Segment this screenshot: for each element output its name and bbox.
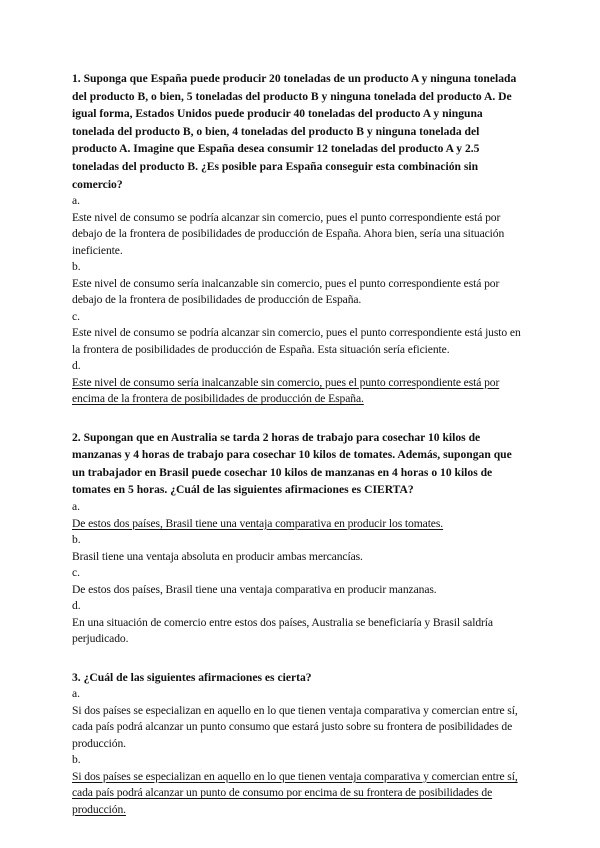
option-letter: d. bbox=[72, 599, 81, 613]
question-1-option-c bbox=[72, 309, 524, 359]
option-text: Si dos países se especializan en aquello en lo que tienen ventaja comparativa y comercian entre sí, cada país podrá alcanzar un punto consumo que estará justo sobre su frontera de posibilidades de producción. bbox=[72, 703, 518, 750]
option-text: Este nivel de consumo sería inalcanzable sin comercio, pues el punto correspondiente está por debajo de la frontera de posibilidades de producción de España. bbox=[72, 276, 500, 307]
option-letter: a. bbox=[72, 500, 81, 514]
option-letter: b. bbox=[72, 260, 81, 274]
option-letter: b. bbox=[72, 533, 81, 547]
option-text-underlined: Si dos países se especializan en aquello en lo que tienen ventaja comparativa y comercian entre sí, cada país podrá alcanzar un punto de consumo por encima de su frontera de posibilidades de producción. bbox=[72, 769, 518, 816]
question-2-option-a bbox=[72, 499, 524, 532]
question-3-option-a bbox=[72, 686, 524, 752]
question-2-option-d bbox=[72, 598, 524, 648]
option-text: En una situación de comercio entre estos dos países, Australia se beneficiaría y Brasil saldría perjudicado. bbox=[72, 615, 493, 646]
question-3 bbox=[72, 669, 524, 819]
option-letter: c. bbox=[72, 566, 81, 580]
question-1-option-d bbox=[72, 358, 524, 408]
option-text: Este nivel de consumo se podría alcanzar sin comercio, pues el punto correspondiente está justo en la frontera de posibilidades de producción de España. Esta situación sería eficiente. bbox=[72, 326, 521, 356]
option-letter: c. bbox=[72, 309, 81, 323]
question-1-text: 1. Suponga que España puede producir 20 toneladas de un producto A y ninguna tonelada del producto B, o bien, 5 toneladas del producto B y ninguna tonelada del producto A. De igual forma, Estados Unidos puede producir 40 toneladas del producto A y ninguna tonelada del producto B, o bien, 4 toneladas del producto B y ninguna tonelada del producto A. Imagine que España desea consumir 12 toneladas del producto A y 2.5 toneladas del producto B. ¿Es posible para España conseguir esta combinación sin comercio? bbox=[72, 72, 517, 191]
option-letter: a. bbox=[72, 687, 81, 701]
option-text-underlined: Este nivel de consumo sería inalcanzable sin comercio, pues el punto correspondiente está por encima de la frontera de posibilidades de producción de España. bbox=[72, 375, 500, 406]
question-2-text: 2. Supongan que en Australia se tarda 2 horas de trabajo para cosechar 10 kilos de manzanas y 4 horas de trabajo para cosechar 10 kilos de tomates. Además, supongan que un trabajador en Brasil puede cosechar 10 kilos de manzanas en 4 horas o 10 kilos de tomates en 5 horas. ¿Cuál de las siguientes afirmaciones es CIERTA? bbox=[72, 430, 512, 497]
option-text-underlined: De estos dos países, Brasil tiene una ventaja comparativa en producir los tomates. bbox=[72, 516, 444, 530]
option-text: De estos dos países, Brasil tiene una ventaja comparativa en producir manzanas. bbox=[72, 582, 437, 596]
question-2 bbox=[72, 429, 524, 648]
question-2-option-b bbox=[72, 532, 524, 565]
question-3-text: 3. ¿Cuál de las siguientes afirmaciones es cierta? bbox=[72, 670, 312, 684]
option-text: Este nivel de consumo se podría alcanzar sin comercio, pues el punto correspondiente está por debajo de la frontera de posibilidades de producción de España. Ahora bien, sería una situación ineficiente. bbox=[72, 210, 505, 257]
option-letter: b. bbox=[72, 753, 81, 767]
question-2-option-c bbox=[72, 565, 524, 598]
question-3-option-b bbox=[72, 752, 524, 818]
document-page bbox=[72, 70, 524, 839]
question-1 bbox=[72, 70, 524, 408]
option-letter: d. bbox=[72, 359, 81, 373]
question-1-option-b bbox=[72, 259, 524, 309]
question-1-option-a bbox=[72, 193, 524, 259]
option-text: Brasil tiene una ventaja absoluta en producir ambas mercancías. bbox=[72, 549, 363, 563]
option-letter: a. bbox=[72, 194, 81, 208]
